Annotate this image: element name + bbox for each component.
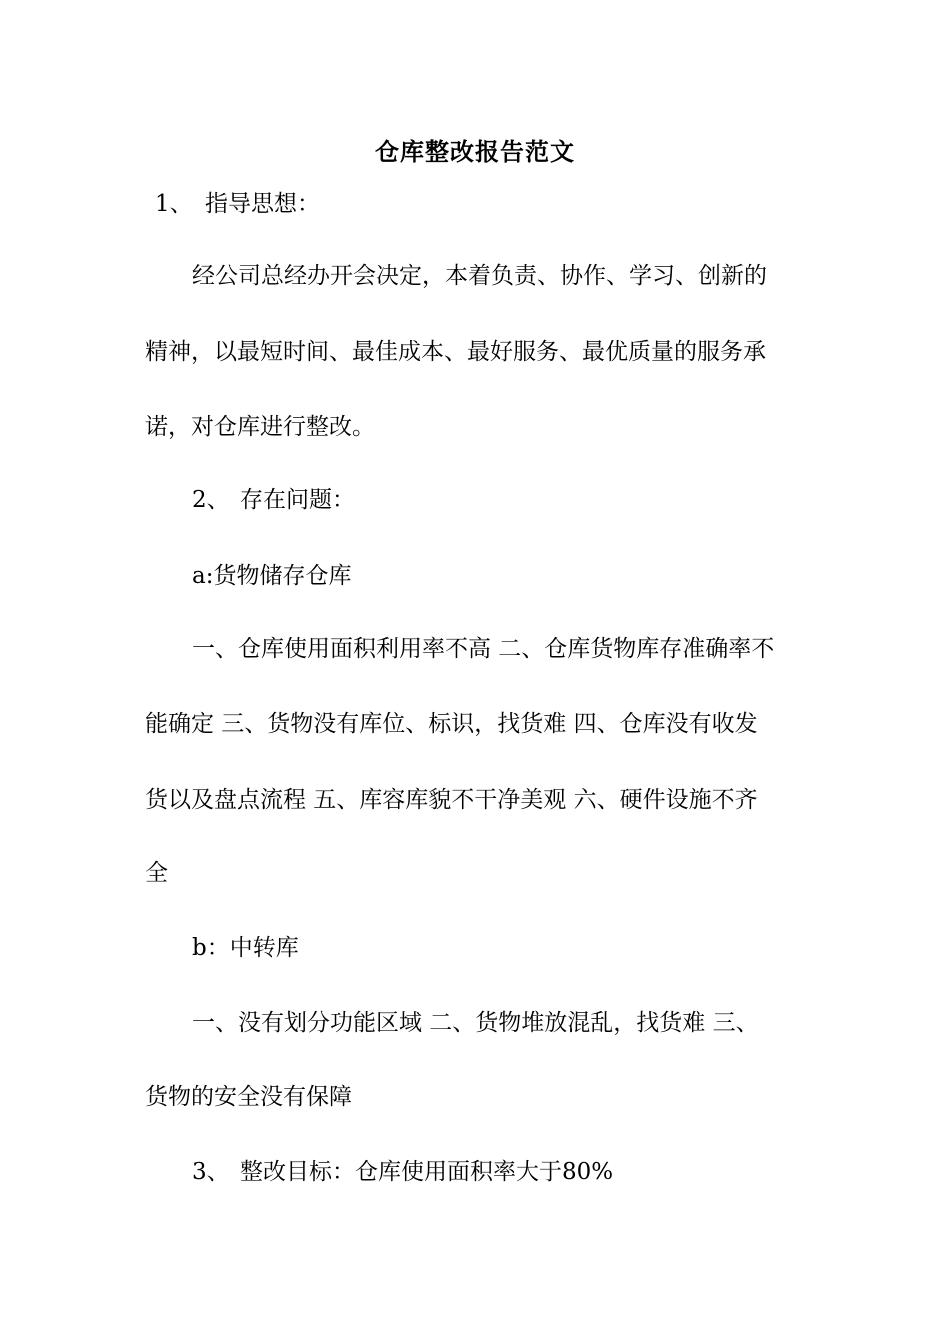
paragraph-line: 精神，以最短时间、最佳成本、最好服务、最优质量的服务承 bbox=[145, 339, 766, 365]
paragraph-line: 经公司总经办开会决定，本着负责、协作、学习、创新的 bbox=[192, 263, 767, 289]
section-3-number: 3、 bbox=[192, 1159, 230, 1185]
paragraph-line: 诺，对仓库进行整改。 bbox=[145, 414, 375, 440]
section-1-number: 1、 bbox=[155, 191, 193, 217]
paragraph-line: 能确定 三、货物没有库位、标识，找货难 四、仓库没有收发 bbox=[145, 711, 758, 737]
paragraph-line: 货以及盘点流程 五、库容库貌不干净美观 六、硬件设施不齐 bbox=[145, 787, 758, 813]
paragraph-line: 货物的安全没有保障 bbox=[145, 1084, 352, 1110]
section-3-heading bbox=[0, 1157, 950, 1187]
paragraph-line: 全 bbox=[145, 860, 168, 886]
section-2-title: 存在问题： bbox=[240, 487, 355, 513]
section-1-heading bbox=[0, 189, 950, 219]
section-3-title: 整改目标：仓库使用面积率大于80% bbox=[240, 1159, 614, 1185]
paragraph-line: 一、没有划分功能区域 二、货物堆放混乱，找货难 三、 bbox=[192, 1010, 759, 1036]
subsection-a-label: a:货物储存仓库 bbox=[192, 563, 352, 589]
paragraph-line: 一、仓库使用面积利用率不高 二、仓库货物库存准确率不 bbox=[192, 636, 775, 662]
section-2-number: 2、 bbox=[192, 487, 230, 513]
section-2-heading bbox=[0, 485, 950, 515]
document-title: 仓库整改报告范文 bbox=[375, 137, 575, 166]
section-1-title: 指导思想： bbox=[205, 191, 320, 217]
subsection-b-label: b：中转库 bbox=[192, 935, 299, 961]
